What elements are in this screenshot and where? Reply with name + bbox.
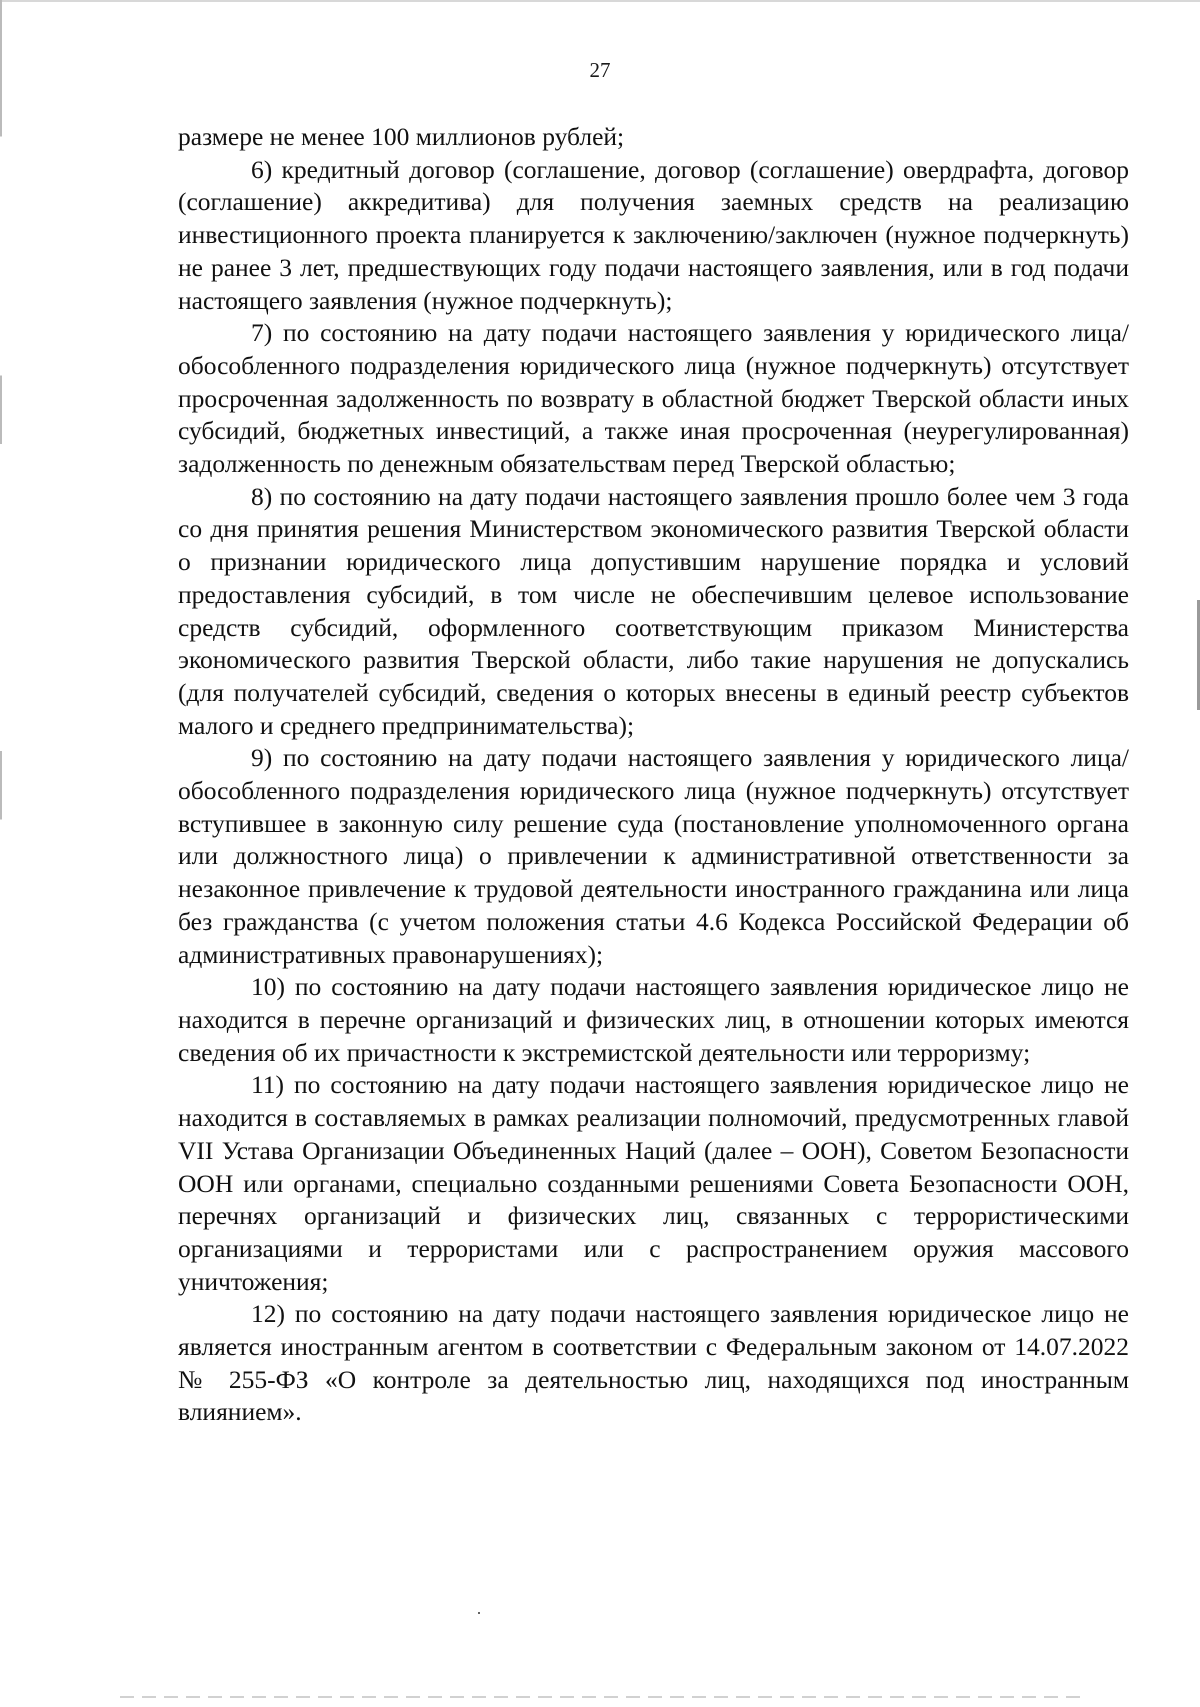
paragraph-continuation: размере не менее 100 миллионов рублей; bbox=[178, 122, 625, 151]
paragraph-item-12: 12) по состоянию на дату подачи настоящего заявления юридическое лицо не является иностранным агентом в соответствии с Федеральным законом от 14.07.2022 № 255-ФЗ «О контроле за деятельностью лиц, находящихся под иностранным влиянием». bbox=[178, 1299, 1129, 1427]
scan-edge-left bbox=[0, 0, 2, 1707]
scan-dot bbox=[478, 1612, 480, 1614]
document-body bbox=[178, 121, 1129, 1429]
paragraph-item-8: 8) по состоянию на дату подачи настоящего заявления прошло более чем 3 года со дня принятия решения Министерством экономического развития Тверской области о признании юридического лица допустившим нарушение порядка и условий предоставления субсидий, в том числе не обеспечившим целевое использование средств субсидий, оформленного соответствующим приказом Министерства экономического развития Тверской области, либо такие нарушения не допускались (для получателей субсидий, сведения о которых внесены в единый реестр субъектов малого и среднего предпринимательства); bbox=[178, 481, 1129, 740]
paragraph-item-11: 11) по состоянию на дату подачи настоящего заявления юридическое лицо не находится в составляемых в рамках реализации полномочий, предусмотренных главой VII Устава Организации Объединенных Наций (далее – ООН), Советом Безопасности ООН или органами, специально созданными решениями Совета Безопасности ООН, перечнях организаций и физических лиц, связанных с террористическими организациями и террористами или с распространением оружия массового уничтожения; bbox=[178, 1070, 1129, 1296]
paragraph-item-9: 9) по состоянию на дату подачи настоящего заявления у юридического лица/обособленного подразделения юридического лица (нужное подчеркнуть) отсутствует вступившее в законную силу решение суда (постановление уполномоченного органа или должностного лица) о привлечении к административной ответственности за незаконное привлечение к трудовой деятельности иностранного гражданина или лица без гражданства (с учетом положения статьи 4.6 Кодекса Российской Федерации об административных правонарушениях); bbox=[178, 743, 1129, 969]
page-number: 27 bbox=[589, 58, 611, 82]
paragraph-item-7: 7) по состоянию на дату подачи настоящего заявления у юридического лица/обособленного подразделения юридического лица (нужное подчеркнуть) отсутствует просроченная задолженность по возврату в областной бюджет Тверской области иных субсидий, бюджетных инвестиций, а также иная просроченная (неурегулированная) задолженность по денежным обязательствам перед Тверской областью; bbox=[178, 318, 1129, 479]
paragraph-item-10: 10) по состоянию на дату подачи настоящего заявления юридическое лицо не находится в перечне организаций и физических лиц, в отношении которых имеются сведения об их причастности к экстремистской деятельности или терроризму; bbox=[178, 972, 1129, 1067]
scan-edge-top bbox=[0, 0, 1200, 2]
scan-edge-bottom bbox=[120, 1696, 1080, 1698]
paragraph-item-6: 6) кредитный договор (соглашение, договор (соглашение) овердрафта, договор (соглашение) аккредитива) для получения заемных средств на реализацию инвестиционного проекта планируется к заключению/заключен (нужное подчеркнуть) не ранее 3 лет, предшествующих году подачи настоящего заявления, или в год подачи настоящего заявления (нужное подчеркнуть); bbox=[178, 154, 1129, 315]
